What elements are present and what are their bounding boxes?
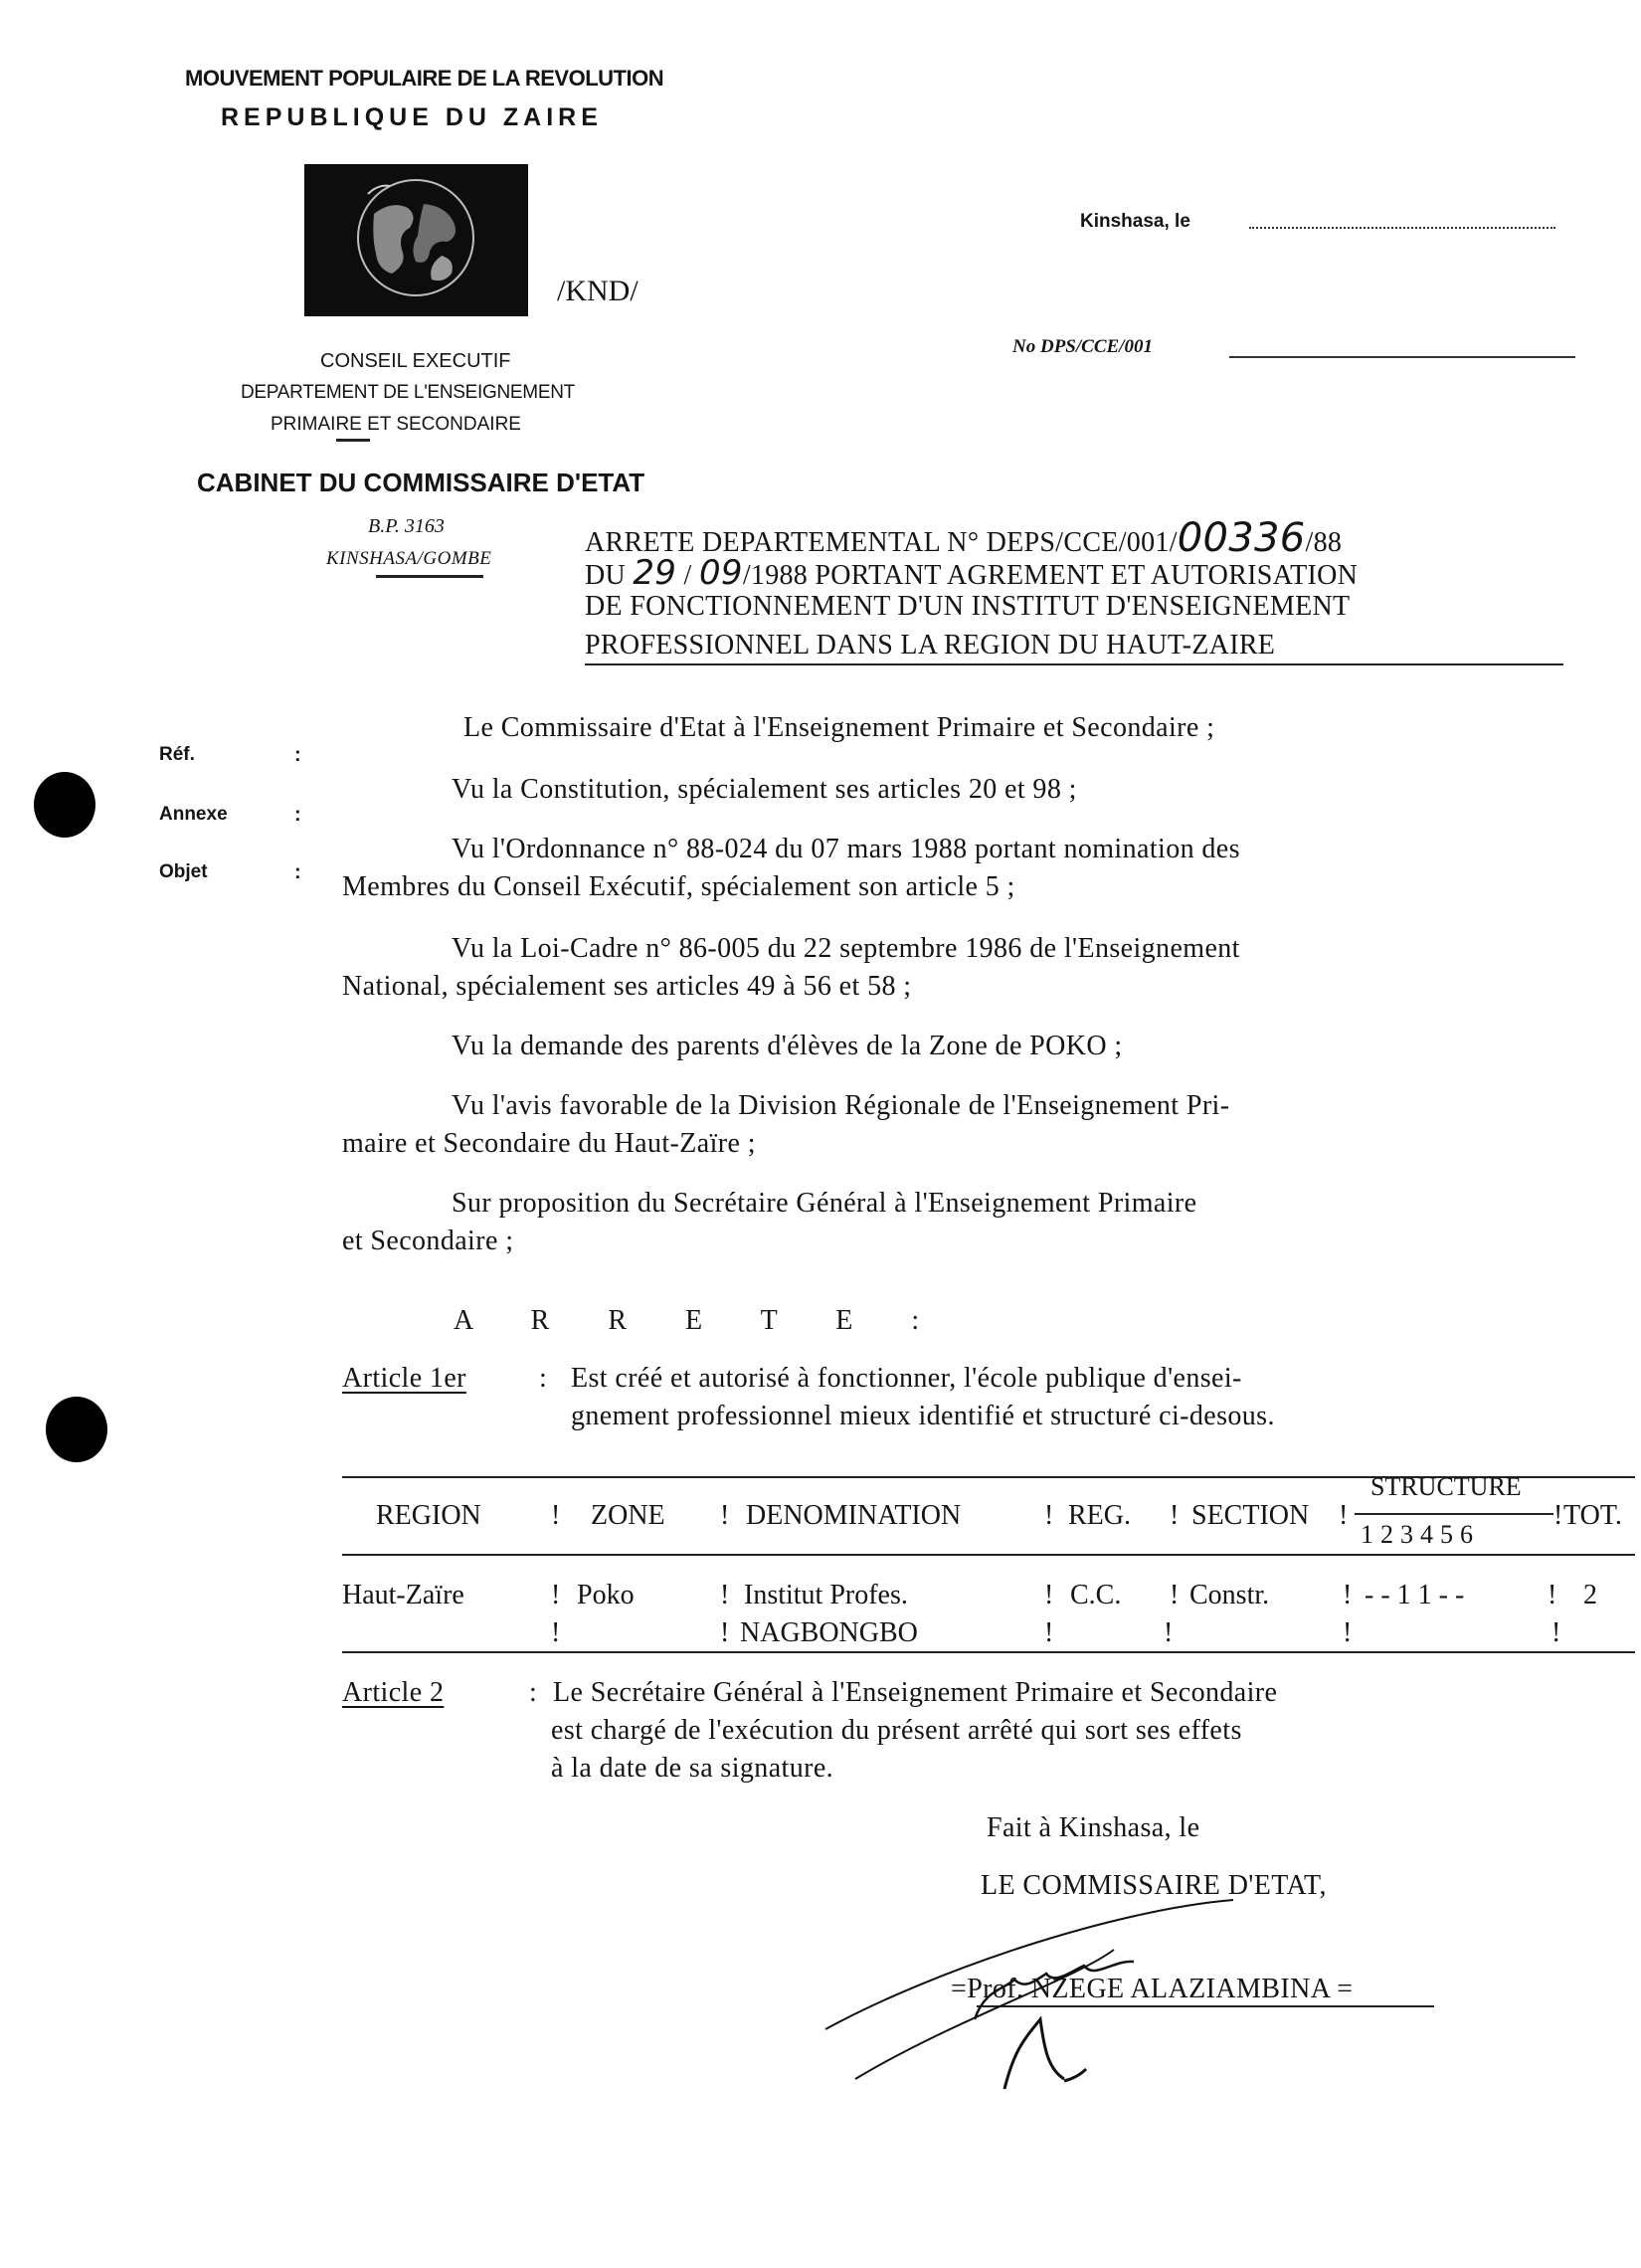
article-1-text-2: gnement professionnel mieux identifié et structuré ci-desous. [571,1401,1275,1431]
title-prefix: ARRETE DEPARTEMENTAL N° DEPS/CCE/001/ [585,527,1178,558]
title-line-4: PROFESSIONNEL DANS LA REGION DU HAUT-ZAIRE [585,630,1276,661]
cell-sep: ! [1164,1617,1174,1648]
vu-demande: Vu la demande des parents d'élèves de la Zone de POKO ; [452,1031,1123,1061]
commissioner-line: Le Commissaire d'Etat à l'Enseignement Primaire et Secondaire ; [463,712,1215,743]
vu-constitution: Vu la Constitution, spécialement ses articles 20 et 98 ; [452,774,1077,805]
cell-sep: ! [1044,1580,1054,1610]
col-sep: ! [1553,1500,1563,1531]
vu-loi-cadre-2: National, spécialement ses articles 49 à 56 et 58 ; [342,971,912,1002]
fait-a-kinshasa: Fait à Kinshasa, le [987,1812,1200,1843]
article-2-colon: : [529,1677,538,1708]
cell-sep: ! [720,1617,730,1648]
cell-reg: C.C. [1070,1580,1122,1610]
structure-rule [1355,1513,1553,1515]
cell-sep: ! [1551,1617,1561,1648]
title-underline [585,663,1563,665]
reference-number: No DPS/CCE/001 [1012,336,1153,357]
department-label: DEPARTEMENT DE L'ENSEIGNEMENT [241,382,575,403]
title-line-2-rest: /1988 PORTANT AGREMENT ET AUTORISATION [742,560,1359,591]
cell-sep: ! [1044,1617,1054,1648]
cell-section: Constr. [1189,1580,1270,1610]
title-line-3: DE FONCTIONNEMENT D'UN INSTITUT D'ENSEIGNEMENT [585,591,1351,622]
city-label: KINSHASA/GOMBE [326,548,492,569]
cell-denomination-1: Institut Profes. [744,1580,908,1610]
col-sep: ! [1170,1500,1180,1531]
reference-line [1229,356,1575,358]
divider [376,575,483,578]
ref-label: Réf. [159,744,195,765]
cell-sep: ! [720,1580,730,1610]
cell-sep: ! [1343,1617,1353,1648]
signatory-name: =Prof. NZEGE ALAZIAMBINA = [951,1974,1354,2004]
title-du: DU [585,560,627,591]
vu-avis-2: maire et Secondaire du Haut-Zaïre ; [342,1128,756,1159]
punch-hole [46,1397,107,1462]
month-handwritten: 09 [698,553,743,593]
place-date-label: Kinshasa, le [1080,211,1190,232]
col-sep: ! [1044,1500,1054,1531]
handwritten-signature-icon [816,1870,1372,2099]
title-line-2 [585,553,1358,593]
vu-avis-1: Vu l'avis favorable de la Division Régionale de l'Enseignement Pri- [452,1090,1230,1121]
col-structure: STRUCTURE [1370,1472,1522,1501]
table-header-rule [342,1554,1635,1556]
punch-hole [34,772,95,838]
proposition-1: Sur proposition du Secrétaire Général à l'Enseignement Primaire [452,1188,1197,1219]
proposition-2: et Secondaire ; [342,1226,514,1256]
article-2-text-2: est chargé de l'exécution du présent arrêté qui sort ses effets [551,1715,1242,1746]
cell-zone: Poko [577,1580,635,1610]
article-2-label: Article 2 [342,1677,445,1708]
article-1-colon: : [539,1363,548,1394]
annexe-label: Annexe [159,804,228,825]
vu-loi-cadre-1: Vu la Loi-Cadre n° 86-005 du 22 septembre 1986 de l'Enseignement [452,933,1240,964]
cabinet-title: CABINET DU COMMISSAIRE D'ETAT [197,468,645,497]
col-sep: ! [720,1500,730,1531]
col-sep: ! [1339,1500,1349,1531]
decree-number-handwritten: 00336 [1177,515,1306,561]
cell-structure: - - 1 1 - - [1365,1580,1465,1610]
col-region: REGION [376,1500,481,1531]
cell-sep: ! [1343,1580,1353,1610]
article-1-text-1: Est créé et autorisé à fonctionner, l'école publique d'ensei- [571,1363,1242,1394]
emblem-seal [304,164,528,316]
cell-tot: 2 [1583,1580,1597,1610]
header-republic: REPUBLIQUE DU ZAIRE [221,103,603,131]
header-movement: MOUVEMENT POPULAIRE DE LA REVOLUTION [185,66,664,91]
arrete-heading: A R R E T E : [454,1305,946,1336]
structure-digits: 123456 [1361,1520,1480,1549]
objet-colon: : [294,861,301,883]
postal-box: B.P. 3163 [368,515,445,537]
col-tot: TOT. [1563,1500,1622,1531]
col-denomination: DENOMINATION [746,1500,962,1531]
vu-ordonnance-2: Membres du Conseil Exécutif, spécialement son article 5 ; [342,871,1015,902]
col-section: SECTION [1191,1500,1310,1531]
commissioner-role: LE COMMISSAIRE D'ETAT, [981,1870,1327,1901]
cell-sep: ! [1548,1580,1557,1610]
cell-denomination-2: NAGBONGBO [740,1617,918,1648]
date-dotted-line [1249,217,1555,229]
vu-ordonnance-1: Vu l'Ordonnance n° 88-024 du 07 mars 1988 portant nomination des [452,834,1240,864]
council-label: CONSEIL EXECUTIF [320,350,511,372]
cell-sep: ! [551,1580,561,1610]
cell-sep: ! [1170,1580,1180,1610]
article-2-text-3: à la date de sa signature. [551,1753,834,1784]
office-code: /KND/ [557,275,638,307]
divider [336,439,370,442]
article-2-text-1: Le Secrétaire Général à l'Enseignement Primaire et Secondaire [553,1677,1278,1708]
globe-emblem-icon [304,164,528,316]
article-1-label: Article 1er [342,1363,466,1394]
title-year: /88 [1305,527,1343,558]
objet-label: Objet [159,861,208,882]
col-reg: REG. [1068,1500,1131,1531]
day-handwritten: 29 [633,553,677,593]
department-label-2: PRIMAIRE ET SECONDAIRE [271,414,521,435]
col-sep: ! [551,1500,561,1531]
title-sep: / [683,560,692,591]
table-bottom-rule [342,1651,1635,1653]
cell-sep: ! [551,1617,561,1648]
cell-region: Haut-Zaïre [342,1580,464,1610]
ref-colon: : [294,744,301,766]
annexe-colon: : [294,804,301,826]
col-zone: ZONE [591,1500,665,1531]
